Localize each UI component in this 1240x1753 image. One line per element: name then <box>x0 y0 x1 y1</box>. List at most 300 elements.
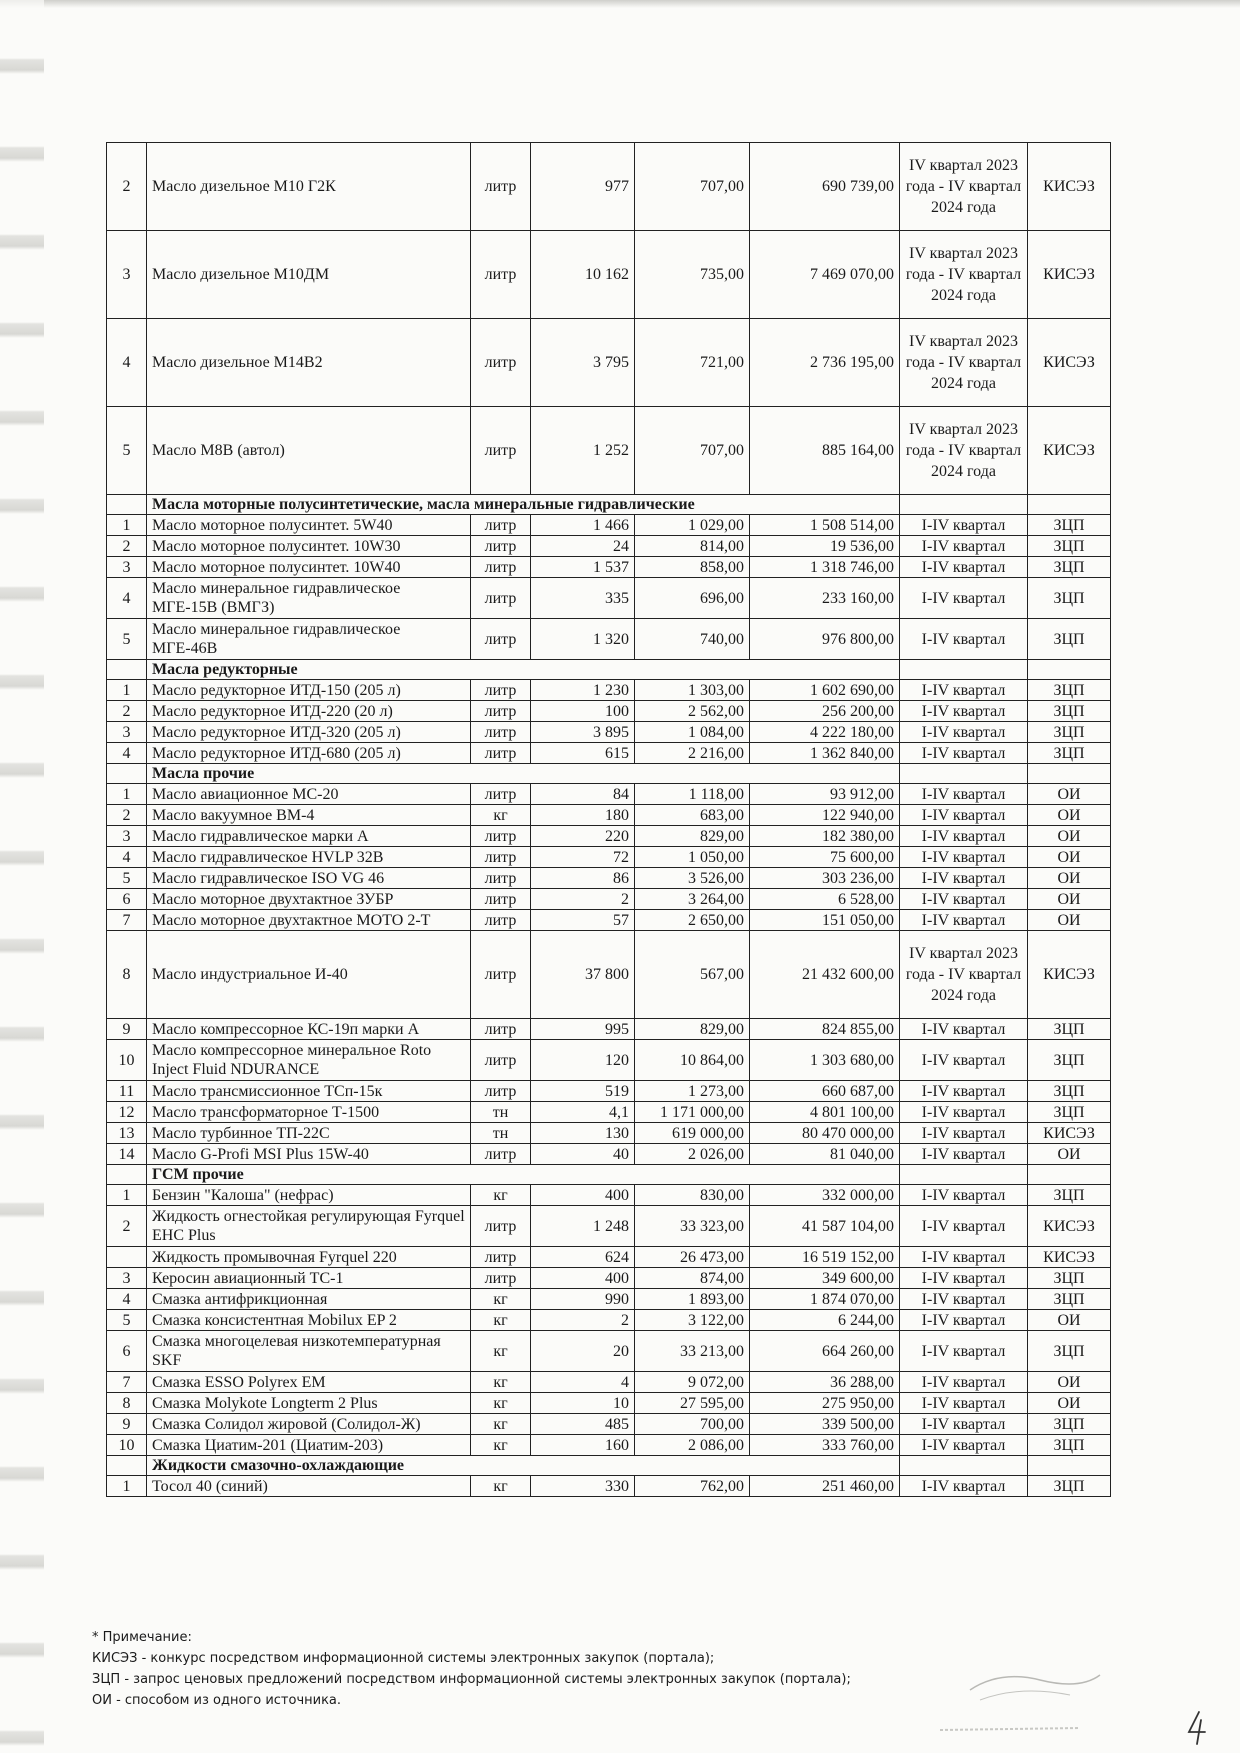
cell-qty: 180 <box>531 805 635 826</box>
cell-num: 2 <box>107 143 147 231</box>
cell-term: I-IV квартал <box>900 784 1028 805</box>
cell-qty: 624 <box>531 1247 635 1268</box>
table-row <box>107 1476 1111 1497</box>
cell-sum: 690 739,00 <box>750 143 900 231</box>
cell-qty: 1 230 <box>531 680 635 701</box>
notes-line-kisez: КИСЭЗ - конкурс посредством информационной системы электронных закупок (портала); <box>92 1651 715 1666</box>
handwritten-page-mark <box>1185 1710 1209 1746</box>
cell-term: I-IV квартал <box>900 722 1028 743</box>
cell-sum: 1 508 514,00 <box>750 515 900 536</box>
cell-num: 6 <box>107 1331 147 1372</box>
cell-method: ОИ <box>1028 784 1111 805</box>
cell-price: 1 893,00 <box>635 1289 750 1310</box>
cell-num: 4 <box>107 578 147 619</box>
cell-sum: 303 236,00 <box>750 868 900 889</box>
cell-price: 1 050,00 <box>635 847 750 868</box>
cell-term: I-IV квартал <box>900 889 1028 910</box>
cell-sum: 6 244,00 <box>750 1310 900 1331</box>
cell-term: I-IV квартал <box>900 619 1028 660</box>
cell-term: I-IV квартал <box>900 1081 1028 1102</box>
cell-term: I-IV квартал <box>900 1372 1028 1393</box>
cell-qty: 335 <box>531 578 635 619</box>
category-empty-cell <box>1028 1456 1111 1476</box>
cell-price: 1 171 000,00 <box>635 1102 750 1123</box>
cell-qty: 400 <box>531 1185 635 1206</box>
category-empty-cell <box>900 1456 1028 1476</box>
cell-num: 4 <box>107 847 147 868</box>
binding-holes <box>0 0 44 1753</box>
cell-name: Масло моторное двухтактное ЗУБР <box>147 889 471 910</box>
cell-unit: литр <box>471 1081 531 1102</box>
cell-unit: кг <box>471 1372 531 1393</box>
cell-qty: 84 <box>531 784 635 805</box>
category-num-cell <box>107 1456 147 1476</box>
cell-unit: кг <box>471 1414 531 1435</box>
cell-qty: 57 <box>531 910 635 931</box>
cell-name: Масло индустриальное И-40 <box>147 931 471 1019</box>
cell-term: I-IV квартал <box>900 1268 1028 1289</box>
cell-term: I-IV квартал <box>900 1310 1028 1331</box>
table-row <box>107 826 1111 847</box>
cell-num: 2 <box>107 1206 147 1247</box>
cell-qty: 1 466 <box>531 515 635 536</box>
cell-name: Масло компрессорное КС-19п марки А <box>147 1019 471 1040</box>
cell-price: 683,00 <box>635 805 750 826</box>
cell-sum: 122 940,00 <box>750 805 900 826</box>
cell-unit: кг <box>471 1476 531 1497</box>
cell-sum: 1 362 840,00 <box>750 743 900 764</box>
category-num-cell <box>107 764 147 784</box>
cell-unit: литр <box>471 1019 531 1040</box>
cell-unit: литр <box>471 1040 531 1081</box>
cell-sum: 664 260,00 <box>750 1331 900 1372</box>
cell-name: Жидкость огнестойкая регулирующая Fyrquel EHC Plus <box>147 1206 471 1247</box>
cell-unit: кг <box>471 1289 531 1310</box>
cell-qty: 10 162 <box>531 231 635 319</box>
cell-num: 9 <box>107 1414 147 1435</box>
cell-qty: 485 <box>531 1414 635 1435</box>
cell-unit: кг <box>471 1310 531 1331</box>
cell-method: ЗЦП <box>1028 578 1111 619</box>
cell-sum: 885 164,00 <box>750 407 900 495</box>
cell-num: 13 <box>107 1123 147 1144</box>
cell-price: 33 213,00 <box>635 1331 750 1372</box>
cell-qty: 1 537 <box>531 557 635 578</box>
table-row <box>107 1102 1111 1123</box>
cell-term: I-IV квартал <box>900 805 1028 826</box>
category-title: Масла прочие <box>147 764 900 784</box>
category-empty-cell <box>900 495 1028 515</box>
category-row <box>107 1456 1111 1476</box>
cell-sum: 6 528,00 <box>750 889 900 910</box>
table-row <box>107 1268 1111 1289</box>
table-row <box>107 619 1111 660</box>
cell-method: КИСЭЗ <box>1028 1123 1111 1144</box>
cell-price: 707,00 <box>635 407 750 495</box>
cell-price: 3 264,00 <box>635 889 750 910</box>
cell-term: IV квартал 2023 года - IV квартал 2024 года <box>900 143 1028 231</box>
cell-term: I-IV квартал <box>900 1102 1028 1123</box>
cell-term: I-IV квартал <box>900 557 1028 578</box>
cell-num: 5 <box>107 619 147 660</box>
table-row <box>107 515 1111 536</box>
cell-method: ЗЦП <box>1028 1268 1111 1289</box>
cell-num: 1 <box>107 784 147 805</box>
cell-num: 8 <box>107 931 147 1019</box>
cell-sum: 1 318 746,00 <box>750 557 900 578</box>
cell-sum: 80 470 000,00 <box>750 1123 900 1144</box>
cell-term: IV квартал 2023 года - IV квартал 2024 года <box>900 931 1028 1019</box>
cell-term: I-IV квартал <box>900 1206 1028 1247</box>
table-row <box>107 1081 1111 1102</box>
cell-name: Масло трансформаторное Т-1500 <box>147 1102 471 1123</box>
cell-name: Масло моторное полусинтет. 10W30 <box>147 536 471 557</box>
cell-unit: литр <box>471 1144 531 1165</box>
cell-term: I-IV квартал <box>900 743 1028 764</box>
cell-name: Масло М8В (автол) <box>147 407 471 495</box>
cell-price: 619 000,00 <box>635 1123 750 1144</box>
cell-method: ЗЦП <box>1028 515 1111 536</box>
cell-qty: 3 895 <box>531 722 635 743</box>
cell-qty: 2 <box>531 1310 635 1331</box>
cell-term: I-IV квартал <box>900 1247 1028 1268</box>
cell-sum: 151 050,00 <box>750 910 900 931</box>
cell-num: 11 <box>107 1081 147 1102</box>
cell-method: ОИ <box>1028 847 1111 868</box>
procurement-table <box>106 142 1111 1497</box>
cell-num: 4 <box>107 319 147 407</box>
cell-term: IV квартал 2023 года - IV квартал 2024 года <box>900 319 1028 407</box>
cell-name: Масло минеральное гидравлическое МГЕ-46В <box>147 619 471 660</box>
cell-price: 2 086,00 <box>635 1435 750 1456</box>
cell-sum: 275 950,00 <box>750 1393 900 1414</box>
table-body <box>107 143 1111 1497</box>
cell-qty: 20 <box>531 1331 635 1372</box>
cell-method: КИСЭЗ <box>1028 931 1111 1019</box>
cell-price: 707,00 <box>635 143 750 231</box>
table-row <box>107 784 1111 805</box>
cell-method: ЗЦП <box>1028 1414 1111 1435</box>
table-row <box>107 536 1111 557</box>
cell-term: I-IV квартал <box>900 1435 1028 1456</box>
cell-sum: 976 800,00 <box>750 619 900 660</box>
cell-num: 5 <box>107 1310 147 1331</box>
cell-qty: 990 <box>531 1289 635 1310</box>
cell-sum: 1 303 680,00 <box>750 1040 900 1081</box>
cell-name: Масло моторное двухтактное МОТО 2-Т <box>147 910 471 931</box>
category-num-cell <box>107 1165 147 1185</box>
cell-method: ЗЦП <box>1028 557 1111 578</box>
table-row <box>107 931 1111 1019</box>
cell-num: 8 <box>107 1393 147 1414</box>
cell-qty: 40 <box>531 1144 635 1165</box>
cell-name: Масло вакуумное ВМ-4 <box>147 805 471 826</box>
cell-num: 1 <box>107 680 147 701</box>
table-row <box>107 1040 1111 1081</box>
cell-name: Керосин авиационный ТС-1 <box>147 1268 471 1289</box>
cell-price: 2 562,00 <box>635 701 750 722</box>
category-num-cell <box>107 660 147 680</box>
cell-term: I-IV квартал <box>900 1123 1028 1144</box>
table-row <box>107 805 1111 826</box>
cell-method: ЗЦП <box>1028 743 1111 764</box>
cell-num: 9 <box>107 1019 147 1040</box>
cell-num: 1 <box>107 515 147 536</box>
cell-qty: 4,1 <box>531 1102 635 1123</box>
scan-top-edge <box>0 0 1240 8</box>
cell-qty: 995 <box>531 1019 635 1040</box>
cell-sum: 1 874 070,00 <box>750 1289 900 1310</box>
cell-sum: 339 500,00 <box>750 1414 900 1435</box>
cell-num: 5 <box>107 868 147 889</box>
cell-term: IV квартал 2023 года - IV квартал 2024 года <box>900 407 1028 495</box>
cell-sum: 233 160,00 <box>750 578 900 619</box>
cell-qty: 977 <box>531 143 635 231</box>
cell-term: I-IV квартал <box>900 1040 1028 1081</box>
cell-name: Масло редукторное ИТД-680 (205 л) <box>147 743 471 764</box>
cell-sum: 660 687,00 <box>750 1081 900 1102</box>
table-row <box>107 1247 1111 1268</box>
cell-method: ЗЦП <box>1028 1331 1111 1372</box>
cell-method: КИСЭЗ <box>1028 231 1111 319</box>
cell-name: Масло редукторное ИТД-150 (205 л) <box>147 680 471 701</box>
cell-num: 1 <box>107 1185 147 1206</box>
cell-qty: 37 800 <box>531 931 635 1019</box>
cell-unit: литр <box>471 231 531 319</box>
cell-unit: литр <box>471 701 531 722</box>
cell-method: ОИ <box>1028 1144 1111 1165</box>
category-row <box>107 764 1111 784</box>
cell-unit: литр <box>471 910 531 931</box>
cell-name: Масло турбинное ТП-22С <box>147 1123 471 1144</box>
cell-method: ЗЦП <box>1028 1185 1111 1206</box>
cell-name: Масло авиационное МС-20 <box>147 784 471 805</box>
table-row <box>107 680 1111 701</box>
cell-unit: литр <box>471 557 531 578</box>
notes-title: * Примечание: <box>92 1630 192 1645</box>
cell-price: 2 650,00 <box>635 910 750 931</box>
category-title: Жидкости смазочно-охлаждающие <box>147 1456 900 1476</box>
cell-qty: 130 <box>531 1123 635 1144</box>
cell-price: 1 118,00 <box>635 784 750 805</box>
cell-qty: 400 <box>531 1268 635 1289</box>
cell-term: I-IV квартал <box>900 1414 1028 1435</box>
table-row <box>107 1019 1111 1040</box>
cell-method: ОИ <box>1028 1310 1111 1331</box>
cell-name: Масло гидравлическое HVLP 32B <box>147 847 471 868</box>
cell-unit: литр <box>471 536 531 557</box>
cell-method: ЗЦП <box>1028 1289 1111 1310</box>
table-row <box>107 1331 1111 1372</box>
cell-term: I-IV квартал <box>900 1331 1028 1372</box>
cell-num: 7 <box>107 910 147 931</box>
cell-num: 4 <box>107 1289 147 1310</box>
table-row <box>107 1393 1111 1414</box>
cell-name: Масло гидравлическое марки А <box>147 826 471 847</box>
cell-unit: кг <box>471 1435 531 1456</box>
cell-term: I-IV квартал <box>900 1019 1028 1040</box>
cell-unit: литр <box>471 680 531 701</box>
cell-name: Смазка Солидол жировой (Солидол-Ж) <box>147 1414 471 1435</box>
cell-qty: 2 <box>531 889 635 910</box>
table-row <box>107 743 1111 764</box>
cell-sum: 41 587 104,00 <box>750 1206 900 1247</box>
table-row <box>107 910 1111 931</box>
cell-num: 3 <box>107 722 147 743</box>
cell-term: I-IV квартал <box>900 910 1028 931</box>
cell-name: Масло дизельное М10ДМ <box>147 231 471 319</box>
cell-num: 3 <box>107 826 147 847</box>
cell-qty: 120 <box>531 1040 635 1081</box>
cell-num: 2 <box>107 536 147 557</box>
cell-term: I-IV квартал <box>900 1144 1028 1165</box>
table-row <box>107 1414 1111 1435</box>
cell-term: I-IV квартал <box>900 680 1028 701</box>
cell-num: 4 <box>107 743 147 764</box>
cell-method: КИСЭЗ <box>1028 319 1111 407</box>
cell-term: I-IV квартал <box>900 1476 1028 1497</box>
table-row <box>107 1206 1111 1247</box>
cell-name: Смазка антифрикционная <box>147 1289 471 1310</box>
cell-unit: литр <box>471 722 531 743</box>
cell-qty: 1 248 <box>531 1206 635 1247</box>
cell-method: ОИ <box>1028 826 1111 847</box>
cell-unit: литр <box>471 1206 531 1247</box>
cell-sum: 81 040,00 <box>750 1144 900 1165</box>
cell-method: КИСЭЗ <box>1028 1247 1111 1268</box>
cell-price: 1 029,00 <box>635 515 750 536</box>
cell-price: 696,00 <box>635 578 750 619</box>
cell-name: Смазка многоцелевая низкотемпературная SKF <box>147 1331 471 1372</box>
table-row <box>107 319 1111 407</box>
cell-name: Масло гидравлическое ISO VG 46 <box>147 868 471 889</box>
cell-num: 10 <box>107 1435 147 1456</box>
cell-sum: 2 736 195,00 <box>750 319 900 407</box>
category-empty-cell <box>900 1165 1028 1185</box>
cell-sum: 75 600,00 <box>750 847 900 868</box>
table-row <box>107 1289 1111 1310</box>
cell-method: ОИ <box>1028 868 1111 889</box>
cell-num: 10 <box>107 1040 147 1081</box>
cell-qty: 160 <box>531 1435 635 1456</box>
cell-unit: кг <box>471 805 531 826</box>
cell-name: Масло минеральное гидравлическое МГЕ-15В (ВМГЗ) <box>147 578 471 619</box>
table-row <box>107 557 1111 578</box>
cell-num: 1 <box>107 1476 147 1497</box>
table-row <box>107 1123 1111 1144</box>
cell-sum: 824 855,00 <box>750 1019 900 1040</box>
table-row <box>107 868 1111 889</box>
cell-unit: литр <box>471 1247 531 1268</box>
cell-qty: 1 252 <box>531 407 635 495</box>
cell-name: Смазка Циатим-201 (Циатим-203) <box>147 1435 471 1456</box>
cell-sum: 16 519 152,00 <box>750 1247 900 1268</box>
cell-name: Масло моторное полусинтет. 10W40 <box>147 557 471 578</box>
cell-method: ЗЦП <box>1028 536 1111 557</box>
cell-unit: литр <box>471 319 531 407</box>
cell-num: 2 <box>107 701 147 722</box>
cell-qty: 519 <box>531 1081 635 1102</box>
table-row <box>107 722 1111 743</box>
cell-method: ОИ <box>1028 910 1111 931</box>
cell-method: ЗЦП <box>1028 1476 1111 1497</box>
cell-method: ЗЦП <box>1028 1081 1111 1102</box>
category-title: Масла моторные полусинтетические, масла минеральные гидравлические <box>147 495 900 515</box>
cell-term: I-IV квартал <box>900 1289 1028 1310</box>
category-row <box>107 495 1111 515</box>
cell-method: ОИ <box>1028 805 1111 826</box>
cell-unit: литр <box>471 868 531 889</box>
faint-stamp <box>930 1650 1130 1740</box>
cell-name: Масло G-Profi MSI Plus 15W-40 <box>147 1144 471 1165</box>
cell-price: 2 216,00 <box>635 743 750 764</box>
cell-unit: литр <box>471 578 531 619</box>
cell-term: I-IV квартал <box>900 1185 1028 1206</box>
cell-price: 829,00 <box>635 826 750 847</box>
cell-qty: 330 <box>531 1476 635 1497</box>
table-row <box>107 1185 1111 1206</box>
cell-method: ЗЦП <box>1028 1435 1111 1456</box>
cell-unit: литр <box>471 784 531 805</box>
cell-price: 10 864,00 <box>635 1040 750 1081</box>
cell-method: ОИ <box>1028 1372 1111 1393</box>
category-row <box>107 1165 1111 1185</box>
cell-method: ЗЦП <box>1028 619 1111 660</box>
cell-name: Масло компрессорное минеральное Roto Inject Fluid NDURANCE <box>147 1040 471 1081</box>
table-row <box>107 847 1111 868</box>
cell-unit: кг <box>471 1393 531 1414</box>
cell-price: 26 473,00 <box>635 1247 750 1268</box>
cell-unit: литр <box>471 826 531 847</box>
cell-num: 3 <box>107 1268 147 1289</box>
cell-price: 740,00 <box>635 619 750 660</box>
cell-num: 3 <box>107 231 147 319</box>
cell-price: 1 303,00 <box>635 680 750 701</box>
cell-name: Масло дизельное М14В2 <box>147 319 471 407</box>
cell-term: IV квартал 2023 года - IV квартал 2024 года <box>900 231 1028 319</box>
cell-price: 33 323,00 <box>635 1206 750 1247</box>
cell-unit: тн <box>471 1123 531 1144</box>
cell-term: I-IV квартал <box>900 847 1028 868</box>
cell-sum: 4 801 100,00 <box>750 1102 900 1123</box>
category-row <box>107 660 1111 680</box>
cell-term: I-IV квартал <box>900 701 1028 722</box>
cell-unit: литр <box>471 515 531 536</box>
category-num-cell <box>107 495 147 515</box>
cell-name: Масло редукторное ИТД-220 (20 л) <box>147 701 471 722</box>
cell-unit: литр <box>471 1268 531 1289</box>
cell-num: 5 <box>107 407 147 495</box>
cell-num: 2 <box>107 805 147 826</box>
cell-price: 700,00 <box>635 1414 750 1435</box>
cell-name: Смазка консистентная Mobilux EP 2 <box>147 1310 471 1331</box>
cell-qty: 1 320 <box>531 619 635 660</box>
cell-price: 9 072,00 <box>635 1372 750 1393</box>
cell-unit: литр <box>471 407 531 495</box>
cell-name: Масло редукторное ИТД-320 (205 л) <box>147 722 471 743</box>
cell-name: Масло дизельное М10 Г2К <box>147 143 471 231</box>
cell-price: 567,00 <box>635 931 750 1019</box>
cell-term: I-IV квартал <box>900 826 1028 847</box>
cell-sum: 349 600,00 <box>750 1268 900 1289</box>
cell-method: ЗЦП <box>1028 722 1111 743</box>
cell-sum: 256 200,00 <box>750 701 900 722</box>
notes <box>92 1627 851 1711</box>
table-row <box>107 407 1111 495</box>
cell-qty: 615 <box>531 743 635 764</box>
cell-qty: 3 795 <box>531 319 635 407</box>
cell-price: 2 026,00 <box>635 1144 750 1165</box>
